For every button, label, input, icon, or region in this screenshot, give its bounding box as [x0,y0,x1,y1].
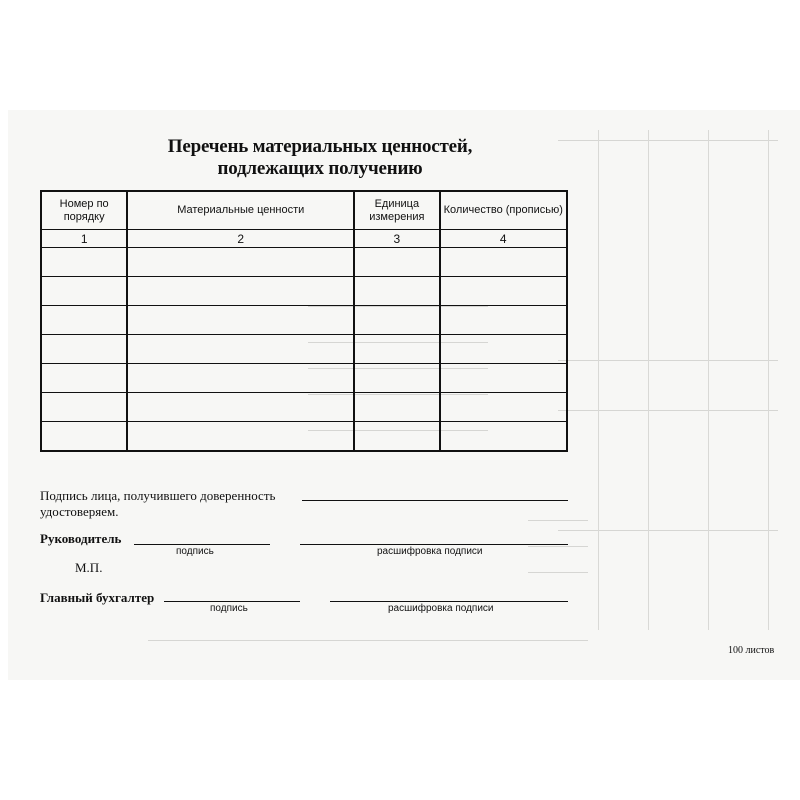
column-number: 4 [440,230,568,248]
director-sign-caption: подпись [176,546,214,557]
title-line-1: Перечень материальных ценностей, [167,136,473,157]
table-cell[interactable] [41,305,127,334]
table-cell[interactable] [440,421,568,451]
ghost-rule [768,130,769,630]
director-signature-line[interactable] [134,544,270,545]
ghost-rule [528,546,588,547]
column-number: 2 [127,230,354,248]
table-row [41,334,567,363]
table-cell[interactable] [41,276,127,305]
table-cell[interactable] [440,363,568,392]
header-valuables: Материальные ценности [127,191,354,230]
table-header-row [41,191,567,230]
table-row [41,421,567,451]
table-cell[interactable] [354,305,439,334]
table-cell[interactable] [41,421,127,451]
table-cell[interactable] [440,247,568,276]
certify-label: удостоверяем. [40,504,119,519]
signature-person-label: Подпись лица, получившего доверенность [40,488,276,503]
table-cell[interactable] [354,363,439,392]
table-cell[interactable] [440,392,568,421]
table-cell[interactable] [354,392,439,421]
table-row [41,247,567,276]
accountant-label: Главный бухгалтер [40,590,155,605]
sheet-count: 100 листов [728,645,775,656]
table-cell[interactable] [127,421,354,451]
director-decode-line[interactable] [300,544,568,545]
table-cell[interactable] [354,276,439,305]
ghost-rule [558,360,778,361]
table-cell[interactable] [127,392,354,421]
table-row [41,305,567,334]
ghost-rule [148,640,588,641]
table-row [41,276,567,305]
title-line-2: подлежащих получению [217,158,423,179]
ghost-rule [528,520,588,521]
column-number: 3 [354,230,439,248]
header-quantity: Количество (прописью) [440,191,568,230]
ghost-rule [528,572,588,573]
table-cell[interactable] [354,334,439,363]
accountant-decode-line[interactable] [330,601,568,602]
director-decode-caption: расшифровка подписи [377,546,483,557]
table-cell[interactable] [354,247,439,276]
header-unit: Единица измерения [354,191,439,230]
page-title [110,136,530,180]
table-cell[interactable] [127,334,354,363]
table-cell[interactable] [354,421,439,451]
table-cell[interactable] [440,276,568,305]
director-label: Руководитель [40,531,122,546]
column-number-row [41,230,567,248]
table-cell[interactable] [127,276,354,305]
accountant-sign-caption: подпись [210,603,248,614]
ghost-rule [648,130,649,630]
valuables-table [40,190,568,452]
stamp-label: М.П. [75,560,103,575]
table-cell[interactable] [41,247,127,276]
column-number: 1 [41,230,127,248]
ghost-rule [558,410,778,411]
table-cell[interactable] [127,363,354,392]
table-cell[interactable] [440,334,568,363]
table-cell[interactable] [41,392,127,421]
table-row [41,363,567,392]
ghost-rule [558,530,778,531]
table-row [41,392,567,421]
header-order-number: Номер по порядку [41,191,127,230]
table-cell[interactable] [41,363,127,392]
table-cell[interactable] [41,334,127,363]
accountant-decode-caption: расшифровка подписи [388,603,494,614]
table-cell[interactable] [127,247,354,276]
table-cell[interactable] [440,305,568,334]
accountant-signature-line[interactable] [164,601,300,602]
ghost-rule [598,130,599,630]
ghost-rule [708,130,709,630]
signature-person-line[interactable] [302,500,568,501]
ghost-rule [558,140,778,141]
table-cell[interactable] [127,305,354,334]
